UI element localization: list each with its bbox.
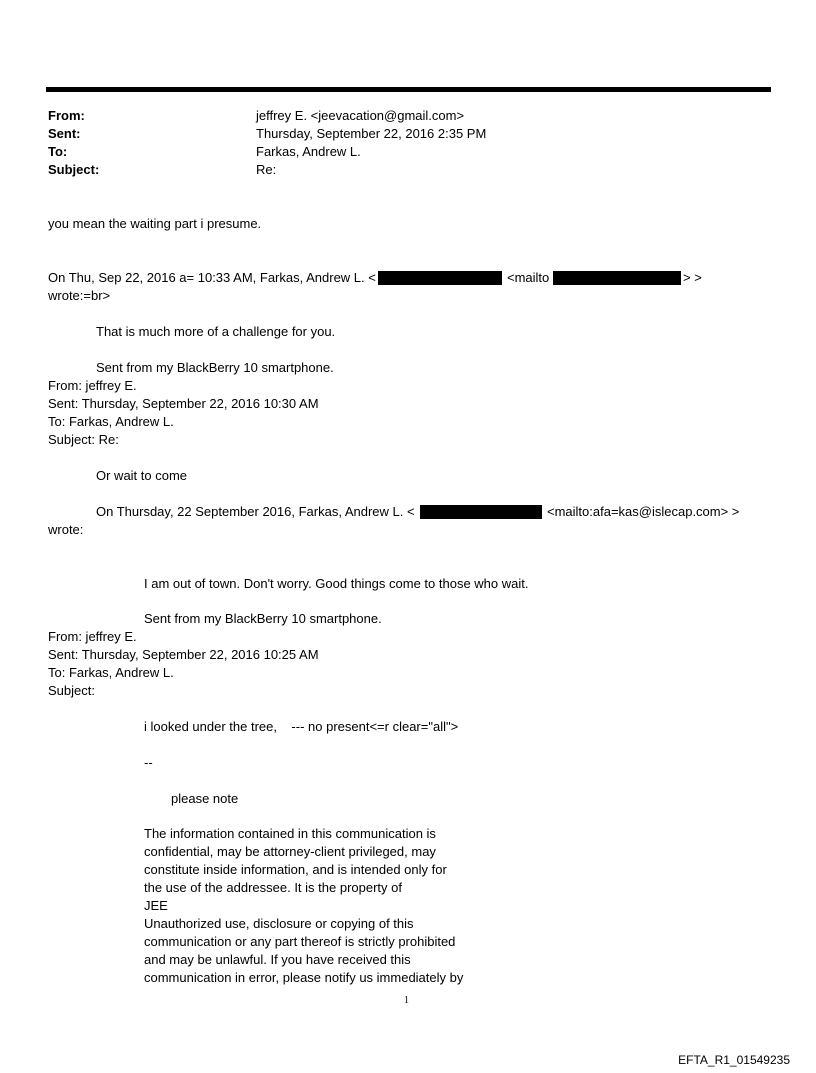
quote1-from: From: jeffrey E. [48,378,137,393]
quote3-message: I am out of town. Don't worry. Good things come to those who wait. [144,576,529,591]
disclaimer-line: Unauthorized use, disclosure or copying of this [144,916,414,931]
quote1-attribution-end: > > [683,270,702,285]
subject-label: Subject: [48,162,100,177]
document-id: EFTA_R1_01549235 [678,1053,790,1067]
quote1-attribution-start: On Thu, Sep 22, 2016 a= 10:33 AM, Farkas, Andrew L. < [48,270,376,285]
disclaimer-line: The information contained in this communication is [144,826,436,841]
quote3-sent: Sent: Thursday, September 22, 2016 10:25 AM [48,647,319,662]
page-number: 1 [404,995,409,1006]
from-label: From: [48,108,85,123]
quote3-subject: Subject: [48,683,95,698]
header-divider-rule [46,87,771,92]
redaction-box [378,271,502,285]
to-label: To: [48,144,68,159]
from-value: jeffrey E. <jeevacation@gmail.com> [256,108,465,123]
quote3-signature: Sent from my BlackBerry 10 smartphone. [144,611,382,626]
quote4-dashes: -- [144,755,153,770]
disclaimer-line: and may be unlawful. If you have received this [144,952,411,967]
disclaimer-line: confidential, may be attorney-client privileged, may [144,844,436,859]
disclaimer-line: JEE [144,898,168,913]
to-value: Farkas, Andrew L. [256,144,361,159]
quote1-signature: Sent from my BlackBerry 10 smartphone. [96,360,334,375]
quote1-mailto: <mailto [507,270,550,285]
quote1-message: That is much more of a challenge for you. [96,324,336,339]
redaction-box [553,271,681,285]
sent-value: Thursday, September 22, 2016 2:35 PM [256,126,487,141]
disclaimer-line: constitute inside information, and is intended only for [144,862,447,877]
disclaimer-line: communication in error, please notify us immediately by [144,970,464,985]
quote1-wrote: wrote:=br> [48,288,111,303]
quote4-message: i looked under the tree, --- no present<=r clear="all"> [144,719,459,734]
reply-text: you mean the waiting part i presume. [48,216,262,231]
sent-label: Sent: [48,126,81,141]
quote3-to: To: Farkas, Andrew L. [48,665,174,680]
quote1-sent: Sent: Thursday, September 22, 2016 10:30 AM [48,396,319,411]
quote2-mailto: <mailto:afa=kas@islecap.com> > [547,504,740,519]
disclaimer-line: the use of the addressee. It is the property of [144,880,402,895]
quote4-note: please note [171,791,239,806]
quote2-wrote: wrote: [48,522,84,537]
quote1-subject: Subject: Re: [48,432,119,447]
redaction-box [420,505,542,519]
quote1-to: To: Farkas, Andrew L. [48,414,174,429]
quote2-attribution-start: On Thursday, 22 September 2016, Farkas, Andrew L. < [96,504,415,519]
disclaimer-line: communication or any part thereof is strictly prohibited [144,934,456,949]
quote2-message: Or wait to come [96,468,188,483]
quote3-from: From: jeffrey E. [48,629,137,644]
subject-value: Re: [256,162,277,177]
